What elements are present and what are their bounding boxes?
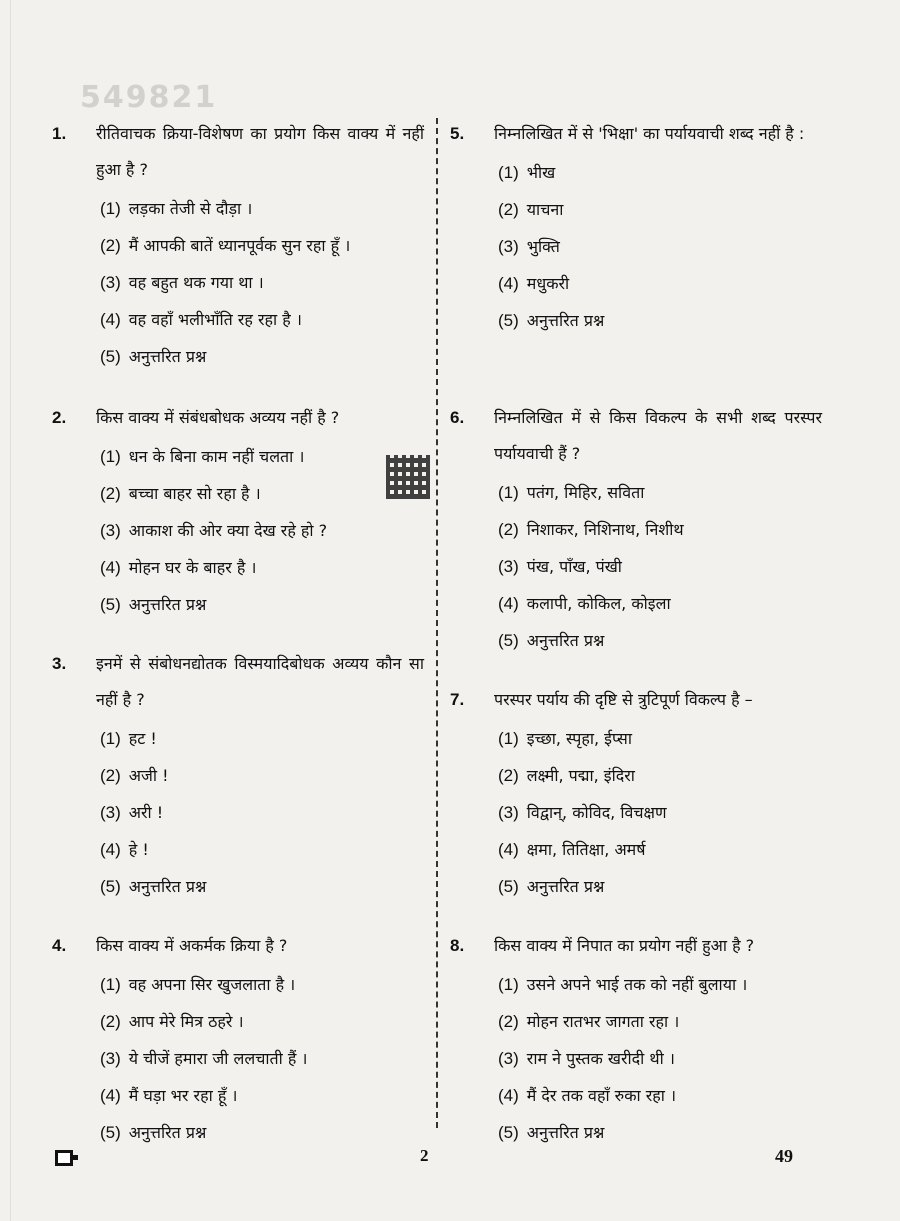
option[interactable]: (1) धन के बिना काम नहीं चलता । bbox=[100, 447, 305, 466]
page-number: 2 bbox=[420, 1146, 429, 1165]
option[interactable]: (5) अनुत्तरित प्रश्न bbox=[100, 595, 207, 614]
option[interactable]: (4) कलापी, कोकिल, कोइला bbox=[498, 594, 671, 613]
question-text: निम्नलिखित में से 'भिक्षा' का पर्यायवाची शब्द नहीं है : bbox=[494, 124, 805, 143]
option[interactable]: (3) आकाश की ओर क्या देख रहे हो ? bbox=[100, 521, 328, 540]
question-number: 6. bbox=[450, 408, 465, 427]
option[interactable]: (5) अनुत्तरित प्रश्न bbox=[100, 877, 207, 896]
option[interactable]: (4) वह वहाँ भलीभाँति रह रहा है । bbox=[100, 310, 302, 329]
option[interactable]: (4) मधुकरी bbox=[498, 274, 570, 293]
question-text: किस वाक्य में संबंधबोधक अव्यय नहीं है ? bbox=[96, 408, 340, 427]
option[interactable]: (1) इच्छा, स्पृहा, ईप्सा bbox=[498, 729, 633, 748]
option[interactable]: (3) ये चीजें हमारा जी ललचाती हैं । bbox=[100, 1049, 308, 1068]
question-text: रीतिवाचक क्रिया-विशेषण का प्रयोग किस वाक्य में नहीं हुआ है ? bbox=[96, 124, 424, 179]
page-edge bbox=[10, 0, 11, 1221]
question-8 bbox=[450, 928, 822, 1151]
question-number: 7. bbox=[450, 690, 465, 709]
option[interactable]: (3) राम ने पुस्तक खरीदी थी । bbox=[498, 1049, 675, 1068]
option[interactable]: (4) मैं घड़ा भर रहा हूँ । bbox=[100, 1086, 238, 1105]
option[interactable]: (4) हे ! bbox=[100, 840, 149, 859]
option[interactable]: (1) लड़का तेजी से दौड़ा । bbox=[100, 199, 253, 218]
question-1 bbox=[52, 116, 424, 375]
option[interactable]: (3) पंख, पाँख, पंखी bbox=[498, 557, 622, 576]
option[interactable]: (5) अनुत्तरित प्रश्न bbox=[498, 311, 605, 330]
question-7 bbox=[450, 682, 822, 905]
booklet-code: 549821 bbox=[80, 80, 218, 115]
question-number: 2. bbox=[52, 408, 67, 427]
option[interactable]: (4) क्षमा, तितिक्षा, अमर्ष bbox=[498, 840, 646, 859]
question-2 bbox=[52, 400, 424, 623]
question-text: किस वाक्य में अकर्मक क्रिया है ? bbox=[96, 936, 288, 955]
option[interactable]: (4) मोहन घर के बाहर है । bbox=[100, 558, 257, 577]
option[interactable]: (5) अनुत्तरित प्रश्न bbox=[100, 1123, 207, 1142]
option[interactable]: (2) लक्ष्मी, पद्मा, इंदिरा bbox=[498, 766, 635, 785]
question-text: किस वाक्य में निपात का प्रयोग नहीं हुआ है ? bbox=[494, 936, 755, 955]
option[interactable]: (1) भीख bbox=[498, 163, 556, 182]
question-number: 4. bbox=[52, 936, 67, 955]
option[interactable]: (5) अनुत्तरित प्रश्न bbox=[498, 631, 605, 650]
option[interactable]: (2) मैं आपकी बातें ध्यानपूर्वक सुन रहा हूँ । bbox=[100, 236, 351, 255]
option[interactable]: (1) हट ! bbox=[100, 729, 157, 748]
option[interactable]: (3) विद्वान्, कोविद, विचक्षण bbox=[498, 803, 667, 822]
option[interactable]: (2) मोहन रातभर जागता रहा । bbox=[498, 1012, 680, 1031]
question-number: 1. bbox=[52, 124, 67, 143]
question-6 bbox=[450, 400, 822, 659]
question-text: परस्पर पर्याय की दृष्टि से त्रुटिपूर्ण विकल्प है – bbox=[494, 690, 753, 709]
option[interactable]: (5) अनुत्तरित प्रश्न bbox=[498, 877, 605, 896]
option[interactable]: (2) बच्चा बाहर सो रहा है । bbox=[100, 484, 261, 503]
option[interactable]: (2) अजी ! bbox=[100, 766, 169, 785]
option[interactable]: (2) आप मेरे मित्र ठहरे । bbox=[100, 1012, 244, 1031]
option[interactable]: (1) उसने अपने भाई तक को नहीं बुलाया । bbox=[498, 975, 748, 994]
footer-mark-icon bbox=[55, 1150, 73, 1166]
option[interactable]: (2) याचना bbox=[498, 200, 564, 219]
column-divider bbox=[436, 118, 438, 1128]
option[interactable]: (2) निशाकर, निशिनाथ, निशीथ bbox=[498, 520, 684, 539]
page-code: 49 bbox=[775, 1146, 793, 1166]
option[interactable]: (1) वह अपना सिर खुजलाता है । bbox=[100, 975, 296, 994]
option[interactable]: (3) भुक्ति bbox=[498, 237, 560, 256]
question-number: 8. bbox=[450, 936, 465, 955]
option[interactable]: (5) अनुत्तरित प्रश्न bbox=[498, 1123, 605, 1142]
option[interactable]: (3) वह बहुत थक गया था । bbox=[100, 273, 264, 292]
question-text: निम्नलिखित में से किस विकल्प के सभी शब्द परस्पर पर्यायवाची हैं ? bbox=[494, 408, 822, 463]
question-text: इनमें से संबोधनद्योतक विस्मयादिबोधक अव्यय कौन सा नहीं है ? bbox=[96, 654, 424, 709]
question-number: 5. bbox=[450, 124, 465, 143]
question-5 bbox=[450, 116, 822, 339]
option[interactable]: (1) पतंग, मिहिर, सविता bbox=[498, 483, 645, 502]
option[interactable]: (3) अरी ! bbox=[100, 803, 164, 822]
option[interactable]: (4) मैं देर तक वहाँ रुका रहा । bbox=[498, 1086, 677, 1105]
question-number: 3. bbox=[52, 654, 67, 673]
question-4 bbox=[52, 928, 424, 1151]
option[interactable]: (5) अनुत्तरित प्रश्न bbox=[100, 347, 207, 366]
question-3 bbox=[52, 646, 424, 905]
